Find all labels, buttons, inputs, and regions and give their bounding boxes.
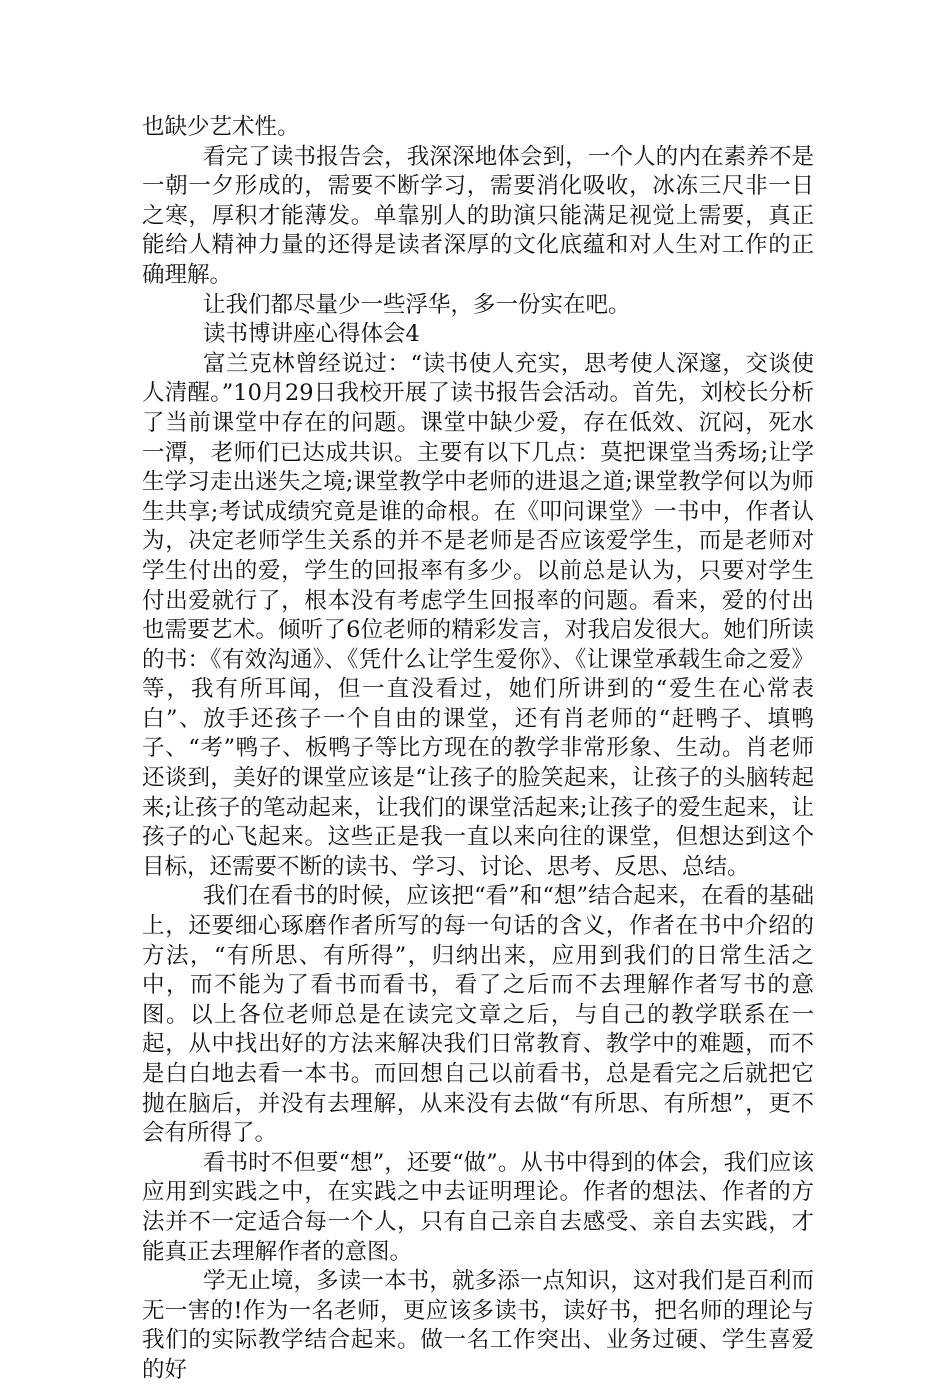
paragraph: 看完了读书报告会，我深深地体会到，一个人的内在素养不是一朝一夕形成的，需要不断学习，需要消化吸收，冰冻三尺非一日之寒，厚积才能薄发。单靠别人的助演只能满足视觉上需要，真正能给人精神力量的还得是读者深厚的文化底蕴和对人生对工作的正确理解。 — [142, 143, 814, 288]
paragraph: 让我们都尽量少一些浮华，多一份实在吧。 — [203, 291, 631, 318]
paragraph: 我们在看书的时候，应该把“看”和“想”结合起来，在看的基础上，还要细心琢磨作者所写的每一句话的含义，作者在书中介绍的方法，“有所思、有所得”，归纳出来，应用到我们的日常生活之中，而不能为了看书而看书，看了之后而不去理解作者写书的意图。以上各位老师总是在读完文章之后，与自己的教学联系在一起，从中找出好的方法来解决我们日常教育、教学中的难题，而不是白白地去看一本书。而回想自己以前看书，总是看完之后就把它抛在脑后，并没有去理解，从来没有去做“有所思、有所想”，更不会有所得了。 — [142, 883, 814, 1147]
paragraph: 富兰克林曾经说过：“读书使人充实，思考使人深邃，交谈使人清醒。”10月29日我校开展了读书报告会活动。首先，刘校长分析了当前课堂中存在的问题。课堂中缺少爱，存在低效、沉闷，死水一潭，老师们已达成共识。主要有以下几点：莫把课堂当秀场;让学生学习走出迷失之境;课堂教学中老师的进退之道;课堂教学何以为师生共享;考试成绩究竟是谁的命根。在《叩问课堂》一书中，作者认为，决定老师学生关系的并不是老师是否应该爱学生，而是老师对学生付出的爱，学生的回报率有多少。以前总是认为，只要对学生付出爱就行了，根本没有考虑学生回报率的问题。看来，爱的付出也需要艺术。倾听了6位老师的精彩发言，对我启发很大。她们所读的书：《有效沟通》、《凭什么让学生爱你》、《让课堂承载生命之爱》等，我有所耳闻，但一直没看过，她们所讲到的“爱生在心常表白”、放手还孩子一个自由的课堂，还有肖老师的“赶鸭子、填鸭子、“考”鸭子、板鸭子等比方现在的教学非常形象、生动。肖老师还谈到，美好的课堂应该是“让孩子的脸笑起来，让孩子的头脑转起来;让孩子的笔动起来，让我们的课堂活起来;让孩子的爱生起来，让孩子的心飞起来。这些正是我一直以来向往的课堂，但想达到这个目标，还需要不断的读书、学习、讨论、思考、反思、总结。 — [142, 350, 814, 880]
paragraph: 看书时不但要“想”，还要“做”。从书中得到的体会，我们应该应用到实践之中，在实践之中去证明理论。作者的想法、作者的方法并不一定适合每一个人，只有自己亲自去感受、亲自去实践，才能真正去理解作者的意图。 — [142, 1149, 814, 1265]
section-heading: 读书博讲座心得体会4 — [203, 321, 420, 348]
paragraph: 也缺少艺术性。 — [142, 114, 300, 140]
document-body — [142, 113, 814, 1386]
paragraph: 学无止境，多读一本书，就多添一点知识，这对我们是百利而无一害的!作为一名老师，更应该多读书，读好书，把名师的理论与我们的实际教学结合起来。做一名工作突出、业务过硬、学生喜爱的好 — [142, 1268, 814, 1383]
